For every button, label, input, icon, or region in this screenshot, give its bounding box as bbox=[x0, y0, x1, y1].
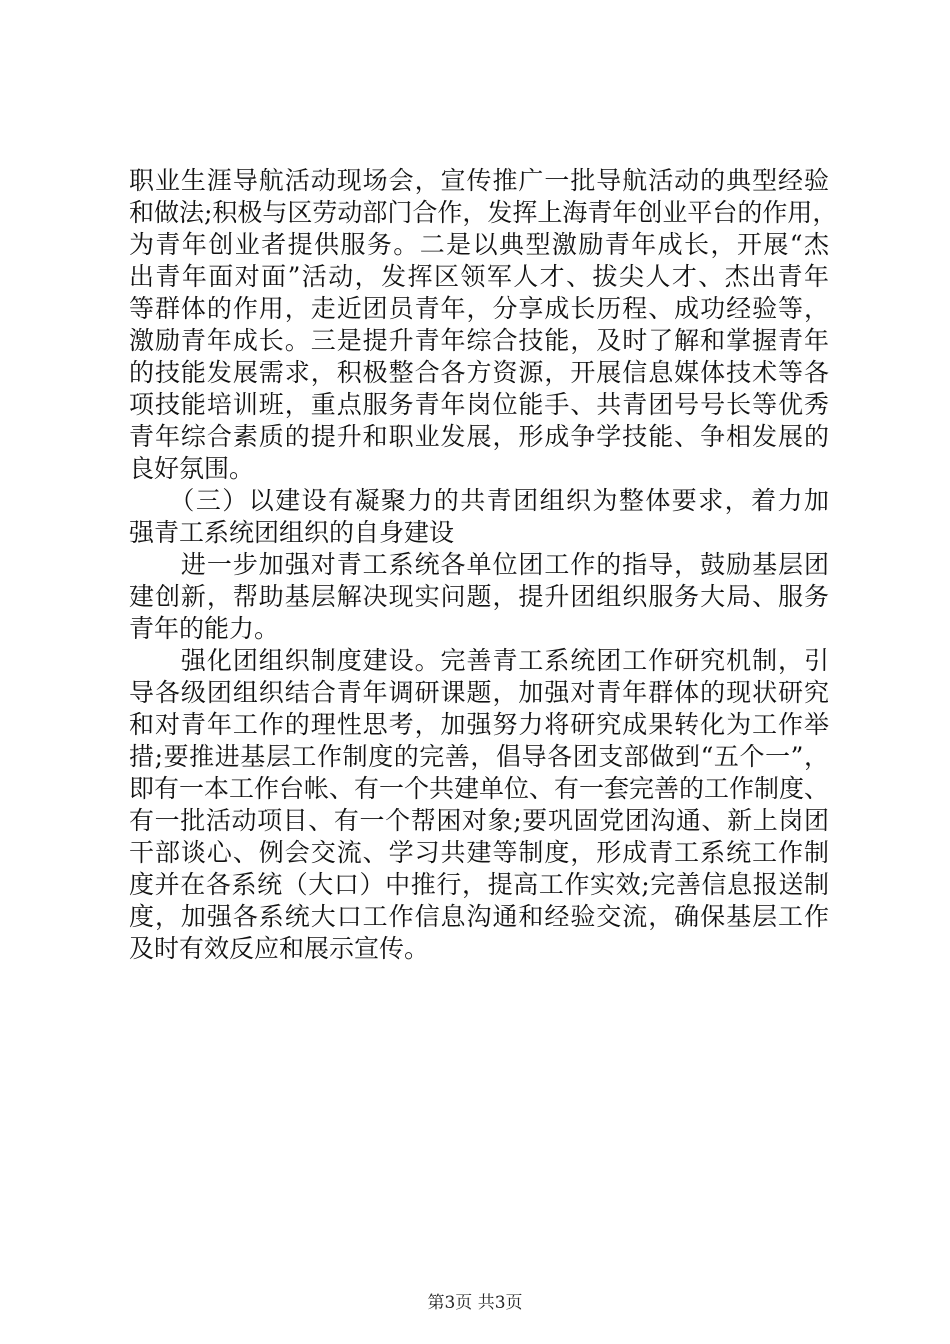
text-line: 和做法;积极与区劳动部门合作，发挥上海青年创业平台的作用， bbox=[129, 198, 838, 227]
text-line: 项技能培训班，重点服务青年岗位能手、共青团号号长等优秀 bbox=[129, 390, 829, 419]
text-line: 度并在各系统（大口）中推行，提高工作实效;完善信息报送制 bbox=[129, 870, 829, 899]
text-line: 良好氛围。 bbox=[129, 454, 255, 483]
text-line: 和对青年工作的理性思考，加强努力将研究成果转化为工作举 bbox=[129, 710, 829, 739]
text-line: 激励青年成长。三是提升青年综合技能，及时了解和掌握青年 bbox=[129, 326, 829, 355]
text-line: 建创新，帮助基层解决现实问题，提升团组织服务大局、服务 bbox=[129, 582, 829, 611]
text-line: 即有一本工作台帐、有一个共建单位、有一套完善的工作制度、 bbox=[129, 774, 830, 803]
text-line: 有一批活动项目、有一个帮困对象;要巩固党团沟通、新上岗团 bbox=[129, 806, 829, 835]
text-line: 导各级团组织结合青年调研课题，加强对青年群体的现状研究 bbox=[129, 678, 829, 707]
text-line: 进一步加强对青工系统各单位团工作的指导，鼓励基层团 bbox=[129, 550, 829, 579]
text-line: 职业生涯导航活动现场会，宣传推广一批导航活动的典型经验 bbox=[129, 166, 829, 195]
text-line: 的技能发展需求，积极整合各方资源，开展信息媒体技术等各 bbox=[129, 358, 829, 387]
section-heading-line: 强青工系统团组织的自身建设 bbox=[129, 518, 455, 547]
text-line: 及时有效反应和展示宣传。 bbox=[129, 934, 430, 963]
text-line: 干部谈心、例会交流、学习共建等制度，形成青工系统工作制 bbox=[129, 838, 829, 867]
text-line: 等群体的作用，走近团员青年，分享成长历程、成功经验等， bbox=[129, 294, 829, 323]
text-line: 青年综合素质的提升和职业发展，形成争学技能、争相发展的 bbox=[129, 422, 829, 451]
section-heading-line: （三）以建设有凝聚力的共青团组织为整体要求，着力加 bbox=[129, 486, 829, 515]
page-number-footer: 第3页 共3页 bbox=[427, 1293, 523, 1313]
text-line: 青年的能力。 bbox=[129, 614, 280, 643]
text-line: 措;要推进基层工作制度的完善，倡导各团支部做到“五个一”， bbox=[129, 742, 829, 771]
text-line: 为青年创业者提供服务。二是以典型激励青年成长，开展“杰 bbox=[129, 230, 829, 259]
text-line: 强化团组织制度建设。完善青工系统团工作研究机制，引 bbox=[129, 646, 829, 675]
document-body bbox=[129, 165, 838, 965]
text-line: 度，加强各系统大口工作信息沟通和经验交流，确保基层工作 bbox=[129, 902, 829, 931]
text-line: 出青年面对面”活动，发挥区领军人才、拔尖人才、杰出青年 bbox=[129, 262, 829, 291]
